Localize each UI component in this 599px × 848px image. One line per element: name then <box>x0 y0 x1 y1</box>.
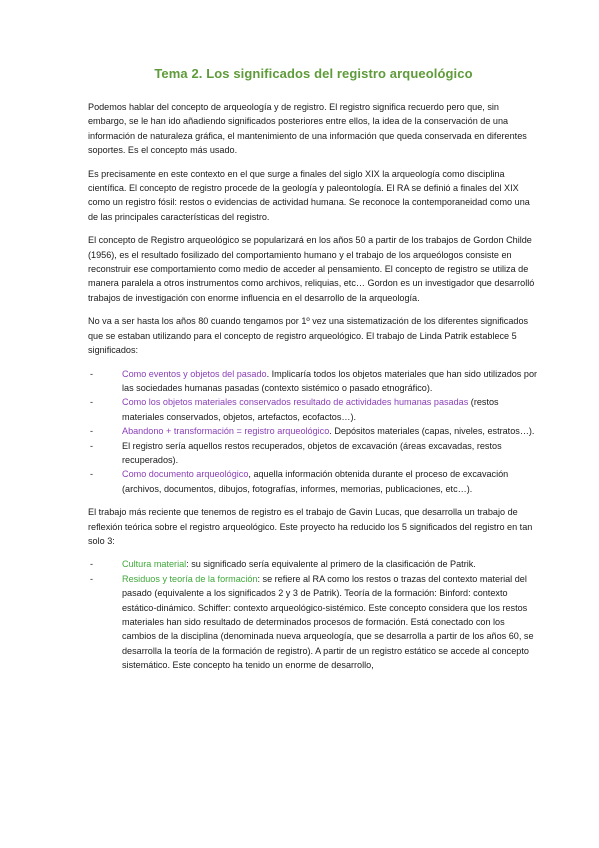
list-item-text: , aquella información obtenida durante el proceso de excavación (archivos, documentos, dibujos, fotografías, informes, memorias, publicaciones, etc…). <box>122 469 509 494</box>
list-item-label: Cultura material <box>122 559 187 570</box>
paragraph-4: No va a ser hasta los años 80 cuando tengamos por 1º vez una sistematización de los diferentes significados que se estaban utilizando para el concepto de registro arqueológico. El trabajo de Linda Patrik establece 5 significados: <box>88 316 529 356</box>
list-item-text: . Depósitos materiales (capas, niveles, estratos…). <box>329 426 535 437</box>
page-title: Tema 2. Los significados del registro arqueológico <box>154 66 473 81</box>
list-bullet: - <box>90 573 94 584</box>
list-bullet: - <box>90 469 94 480</box>
list-item-text: . Implicaría todos los objetos materiales que han sido utilizados por las sociedades humanas pasadas (contexto sistémico o pasado etnográfico). <box>122 368 538 393</box>
list-bullet: - <box>90 397 94 408</box>
list-item <box>88 467 539 496</box>
list-item-label: Como los objetos materiales conservados resultado de actividades humanas pasadas <box>122 397 469 408</box>
list-item <box>88 395 539 424</box>
list-item <box>88 557 539 571</box>
list-item-text: : se refiere al RA como los restos o trazas del contexto material del pasado (equivalente a los significados 2 y 3 de Patrik). Teoría de la formación: Binford: contexto estático-dinámico. Schiffer: contexto arqueológico-sistémico. Este concepto considera que los restos materiales han sido resultado de determinados procesos de formación. Está conectado con los cambios de la disciplina (denominada nueva arqueología, que se desarrolla a partir de los años 60, se desarrolla la teoría de la formación de registro). A partir de un registro estático se accede al concepto sistemático. Este concepto ha tenido un enorme de desarrollo, <box>122 573 534 671</box>
patrik-meanings-list <box>88 367 539 497</box>
list-item <box>88 572 539 673</box>
list-bullet: - <box>90 368 94 379</box>
list-bullet: - <box>90 440 94 451</box>
lucas-meanings-list <box>88 557 539 672</box>
paragraph-2: Es precisamente en este contexto en el que surge a finales del siglo XIX la arqueología como disciplina científica. El concepto de registro procede de la geología y paleontología. El RA se definió a finales del XIX como un registro fósil: restos o evidencias de actividad humana. Se reconoce la contemporaneidad como una de las principales características del registro. <box>88 168 530 222</box>
list-item <box>88 439 539 468</box>
list-bullet: - <box>90 426 94 437</box>
list-item-label: Como eventos y objetos del pasado <box>122 368 267 379</box>
list-item <box>88 424 539 438</box>
paragraph-1: Podemos hablar del concepto de arqueología y de registro. El registro significa recuerdo pero que, sin embargo, se le han ido añadiendo significados posteriores entre ellos, la idea de la conservación de una información de naturaleza gráfica, el mantenimiento de una información que queda conservada en diferentes soportes. Es el concepto más usado. <box>88 102 527 156</box>
list-item-label: Residuos y teoría de la formación <box>122 573 258 584</box>
list-bullet: - <box>90 559 94 570</box>
list-item-label: Abandono + transformación = registro arqueológico <box>122 426 330 437</box>
list-item <box>88 367 539 396</box>
paragraph-3: El concepto de Registro arqueológico se popularizará en los años 50 a partir de los trabajos de Gordon Childe (1956), es el resultado fosilizado del comportamiento humano y el trabajo de los arqueólogos consiste en reconstruir ese comportamiento como medio de acceder al pensamiento. El concepto de registro se utiliza de manera paralela a otros instrumentos como archivos, reliquias, etc… Gordon es un investigador que desarrolló trabajos de investigación con enorme influencia en el desarrollo de la arqueología. <box>88 235 535 303</box>
list-item-text: : su significado sería equivalente al primero de la clasificación de Patrik. <box>186 559 476 570</box>
list-item-text: (restos materiales conservados, objetos, artefactos, ecofactos…). <box>122 397 499 422</box>
list-item-label: Como documento arqueológico <box>122 469 249 480</box>
paragraph-5: El trabajo más reciente que tenemos de registro es el trabajo de Gavin Lucas, que desarrolla un trabajo de reflexión teórica sobre el registro arqueológico. Este proyecto ha reducido los 5 significados del registro en tan solo 3: <box>88 507 533 546</box>
list-item-text: El registro sería aquellos restos recuperados, objetos de excavación (áreas excavadas, restos recuperados). <box>122 440 502 465</box>
